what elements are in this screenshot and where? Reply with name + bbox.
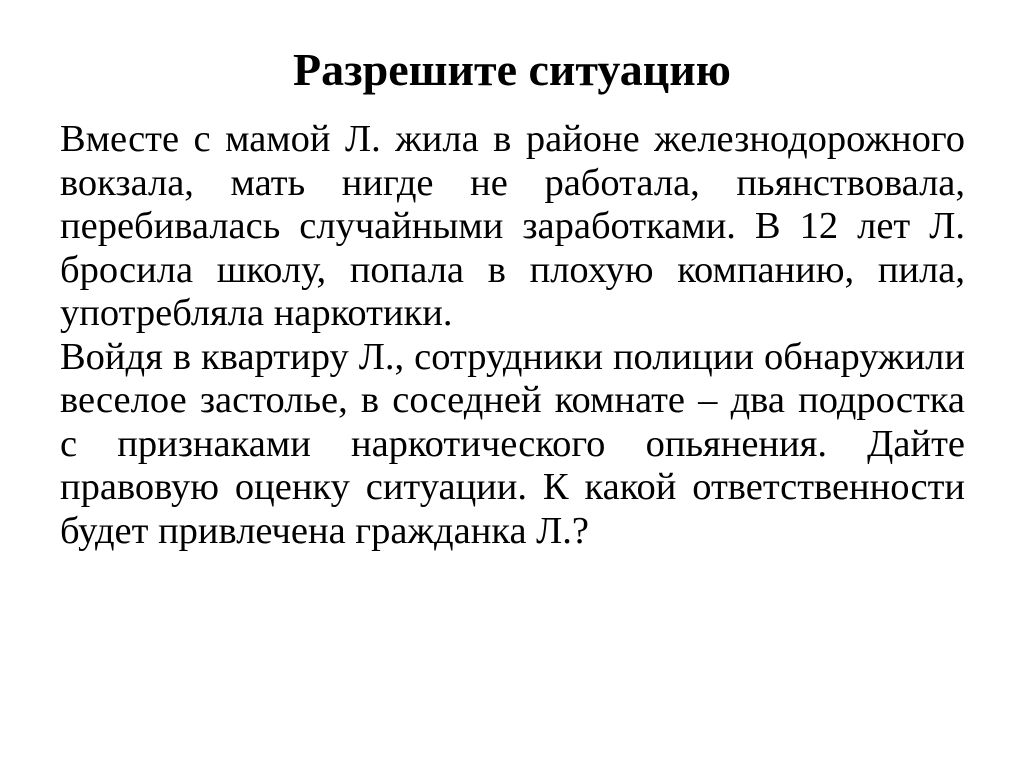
slide-title: Разрешите ситуацию [293, 44, 731, 95]
paragraph-question: Войдя в квартиру Л., сотрудники полиции обнаружили веселое застолье, в соседней комнате – два подростка с признаками наркотического опьянения. Дайте правовую оценку ситуации. К какой ответственности будет привлечена гражданка Л.? [60, 335, 965, 552]
slide-body [60, 118, 965, 553]
paragraph-situation: Вместе с мамой Л. жила в районе железнодорожного вокзала, мать нигде не работала, пьянствовала, перебивалась случайными заработками. В 12 лет Л. бросила школу, попала в плохую компанию, пила, употребляла наркотики. [60, 118, 965, 334]
